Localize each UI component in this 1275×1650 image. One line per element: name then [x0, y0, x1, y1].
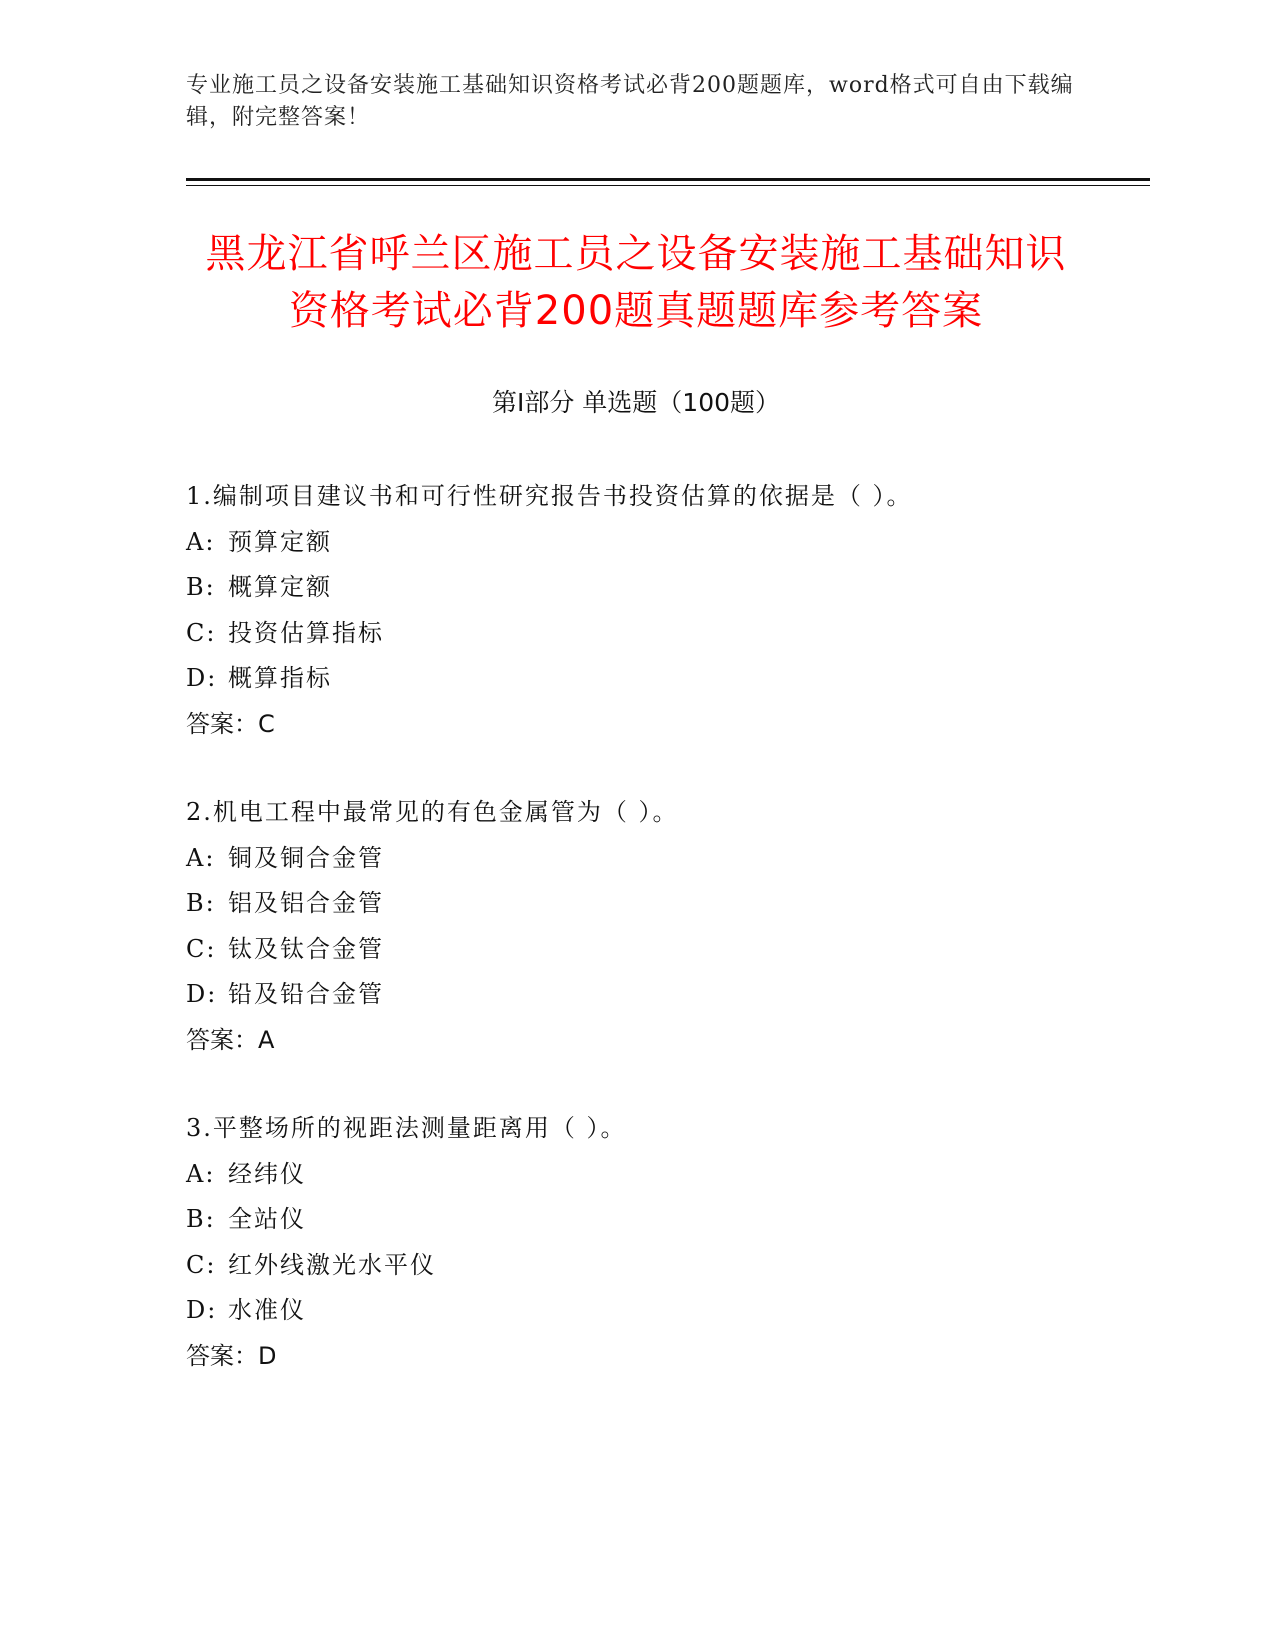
option-c	[186, 927, 1086, 973]
header-divider-thin	[186, 185, 1150, 186]
option-a	[186, 1152, 1086, 1198]
answer-line: 答案：A	[186, 1025, 275, 1054]
question-item	[186, 1106, 1086, 1379]
option-label: C:	[186, 618, 217, 647]
option-label: D:	[186, 980, 218, 1008]
option-text: 红外线激光水平仪	[228, 1250, 436, 1279]
option-text: 铜及铜合金管	[228, 843, 384, 872]
option-label: C:	[186, 934, 217, 963]
option-b	[186, 881, 1086, 927]
option-label: C:	[186, 1250, 217, 1279]
option-text: 投资估算指标	[228, 618, 384, 647]
option-text: 经纬仪	[228, 1159, 306, 1188]
question-stem: 2.机电工程中最常见的有色金属管为（ ）。	[186, 798, 679, 826]
option-text: 概算指标	[228, 664, 332, 692]
option-text: 概算定额	[228, 573, 332, 601]
option-label: B:	[186, 573, 216, 601]
option-label: D:	[186, 1296, 218, 1324]
question-list	[186, 474, 1086, 1422]
question-item	[186, 474, 1086, 747]
option-c	[186, 611, 1086, 657]
option-a	[186, 836, 1086, 882]
option-text: 预算定额	[228, 527, 332, 556]
option-a	[186, 520, 1086, 566]
option-label: D:	[186, 664, 218, 692]
question-stem: 1.编制项目建议书和可行性研究报告书投资估算的依据是（ ）。	[186, 482, 913, 510]
section-title: 第Ⅰ部分 单选题（100题）	[491, 388, 781, 417]
option-label: B:	[186, 1205, 216, 1233]
document-title: 黑龙江省呼兰区施工员之设备安装施工基础知识资格考试必背200题真题题库参考答案	[205, 231, 1067, 334]
option-label: B:	[186, 889, 216, 917]
option-d	[186, 656, 1086, 702]
answer-line: 答案：C	[186, 709, 275, 738]
question-stem: 3.平整场所的视距法测量距离用（ ）。	[186, 1114, 627, 1142]
question-item	[186, 790, 1086, 1063]
option-text: 铝及铝合金管	[228, 889, 384, 917]
answer-line: 答案：D	[186, 1341, 277, 1370]
option-d	[186, 1288, 1086, 1334]
option-text: 铅及铅合金管	[228, 980, 384, 1008]
option-c	[186, 1243, 1086, 1289]
option-label: A:	[186, 843, 216, 872]
option-b	[186, 1197, 1086, 1243]
option-label: A:	[186, 527, 216, 556]
option-text: 钛及钛合金管	[228, 934, 384, 963]
option-label: A:	[186, 1159, 216, 1188]
header-divider-thick	[186, 178, 1150, 181]
option-text: 水准仪	[228, 1296, 306, 1324]
option-text: 全站仪	[228, 1205, 306, 1233]
option-d	[186, 972, 1086, 1018]
header-note: 专业施工员之设备安装施工基础知识资格考试必背200题题库，word格式可自由下载编辑，附完整答案！	[186, 73, 1074, 130]
option-b	[186, 565, 1086, 611]
